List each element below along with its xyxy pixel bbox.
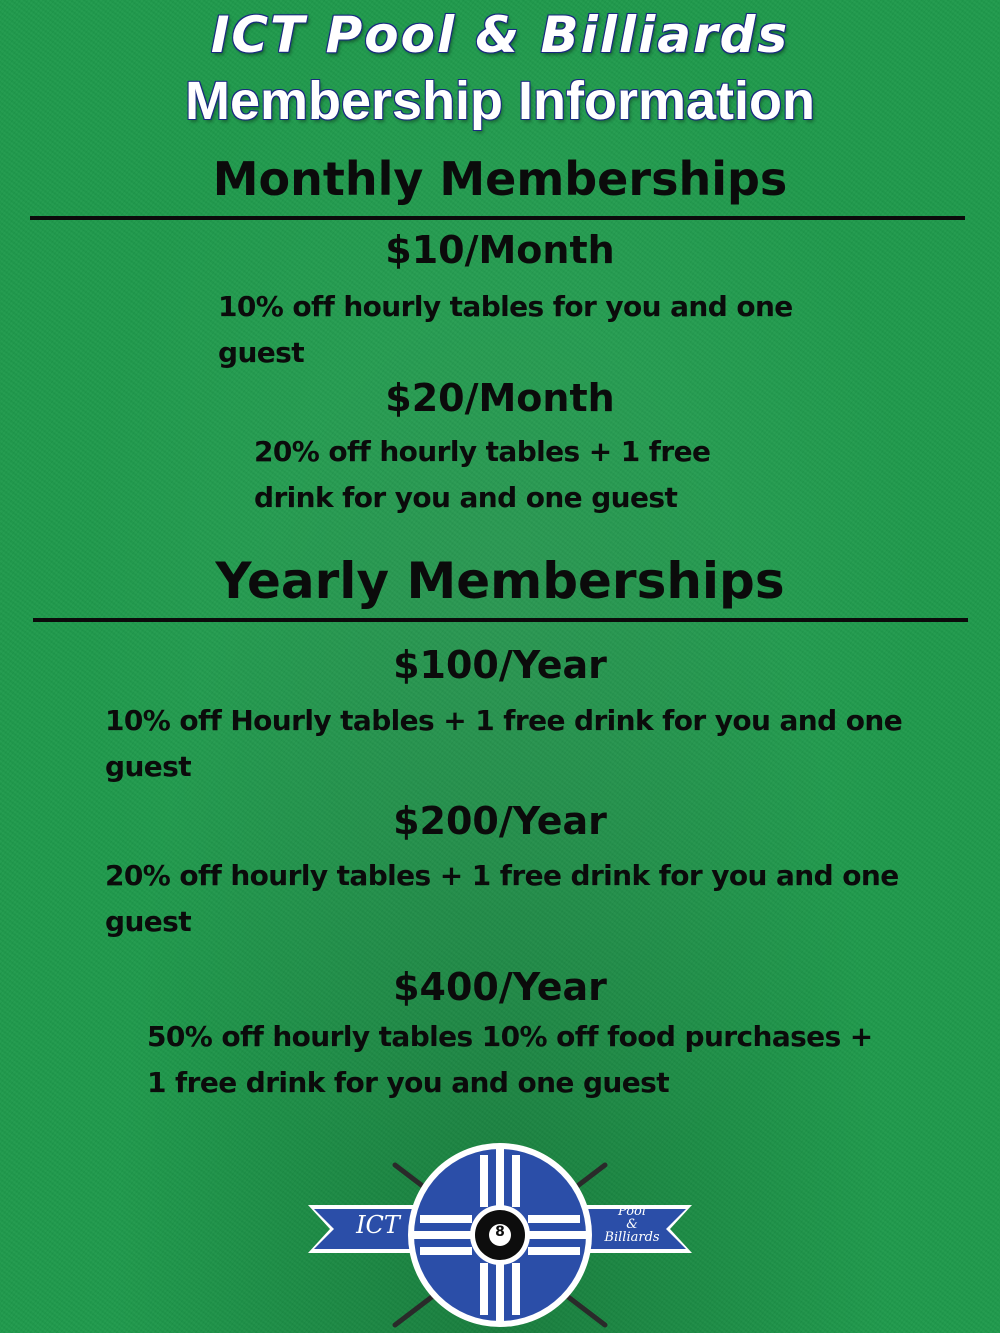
monthly-section-title: Monthly Memberships [212,152,788,206]
logo-left-text: ICT [356,1211,400,1239]
monthly-divider [30,216,965,220]
yearly-plan-200-description: 20% off hourly tables + 1 free drink for you and one guest [105,859,899,938]
yearly-plan-400-description: 50% off hourly tables 10% off food purchases + 1 free drink for you and one guest [147,1020,873,1099]
logo-right-text-line2: & [626,1217,638,1232]
logo-right-text [584,1205,680,1244]
ict-logo [300,1135,700,1330]
logo-right-text-line3: Billiards [604,1230,660,1245]
monthly-plan-20-price: $20/Month [385,376,615,420]
page-subtitle: Membership Information [184,71,816,131]
monthly-plan-10-description: 10% off hourly tables for you and one guest [218,290,793,369]
logo-ball-number: 8 [495,1224,505,1240]
yearly-plan-100-price: $100/Year [393,643,607,687]
yearly-divider [33,618,968,622]
yearly-plan-200-price: $200/Year [393,799,607,843]
brand-title: ICT Pool & Billiards [210,6,790,64]
monthly-plan-20-description: 20% off hourly tables + 1 free drink for you and one guest [254,435,711,514]
monthly-plan-10-price: $10/Month [385,228,615,272]
yearly-plan-400-price: $400/Year [393,965,607,1009]
yearly-plan-100-description: 10% off Hourly tables + 1 free drink for you and one guest [105,704,903,783]
yearly-section-title: Yearly Memberships [215,552,785,610]
logo-right-text-line1: Pool [617,1204,647,1219]
